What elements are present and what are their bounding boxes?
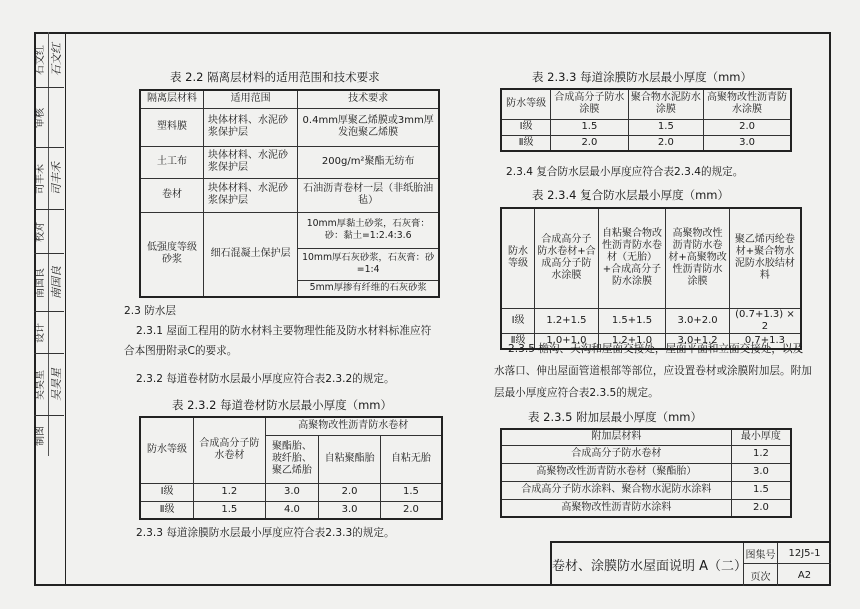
table-cell: 低强度等级砂浆 (140, 212, 204, 297)
table-header-cell: 技术要求 (298, 90, 439, 108)
paragraph: 合本图册附录C的要求。 (124, 345, 238, 357)
table-2-2 (139, 89, 440, 298)
table-cell: 200g/m²聚酯无纺布 (298, 146, 439, 178)
page-number: A2 (797, 569, 812, 581)
table-cell: 0.7+1.3 (729, 333, 801, 349)
table-cell: Ⅰ级 (501, 119, 551, 135)
table-cell: 1.2+1.5 (535, 308, 599, 333)
handwritten-signature (49, 210, 64, 253)
table-cell: 3.0 (265, 483, 319, 501)
table-cell: 合成高分子防水涂料、聚合物水泥防水涂料 (501, 481, 731, 499)
table-2-3-2-title: 表 2.3.2 每道卷材防水层最小厚度（mm） (172, 398, 392, 412)
table-header-cell: 防水等级 (501, 89, 551, 119)
table-cell: 3.0+2.0 (666, 308, 730, 333)
table-header-cell: 合成高分子防水卷材+合成高分子防水涂膜 (535, 208, 599, 308)
sign-cell (34, 254, 64, 312)
handwritten-signature: 吴昊星 (50, 368, 63, 401)
sign-cell (34, 416, 64, 456)
table-2-2-title: 表 2.2 隔离层材料的适用范围和技术要求 (170, 70, 380, 84)
paragraph: 2.3.5 檐沟、天沟和屋面交接处，屋面平面和立面交接处，以及 (508, 343, 804, 355)
table-cell: 3.0 (704, 135, 791, 151)
sign-cell (34, 210, 64, 254)
table-cell: 5mm厚掺有纤维的石灰砂浆 (298, 280, 439, 297)
table-cell: 卷材 (140, 178, 204, 212)
table-cell: 2.0 (628, 135, 703, 151)
drawing-title: 卷材、涂膜防水屋面说明 A（二） (552, 543, 744, 586)
handwritten-signature (49, 416, 64, 456)
paragraph: 2.3.3 每道涂膜防水层最小厚度应符合表2.3.3的规定。 (136, 527, 395, 539)
table-cell: 石油沥青卷材一层（非纸胎油毡） (298, 178, 439, 212)
handwritten-signature (49, 88, 64, 147)
table-header-cell: 最小厚度 (731, 429, 791, 445)
sign-label: 校对 (34, 210, 49, 253)
table-2-3-5 (500, 428, 792, 518)
table-2-3-5-title: 表 2.3.5 附加层最小厚度（mm） (528, 410, 702, 424)
paragraph: 2.3.2 每道卷材防水层最小厚度应符合表2.3.2的规定。 (136, 373, 395, 385)
table-cell: 合成高分子防水卷材 (501, 445, 731, 463)
table-cell: 10mm厚黏土砂浆，石灰膏：砂：黏土=1:2.4:3.6 (298, 212, 439, 248)
table-header-cell: 高聚物改性沥青防水卷材 (265, 417, 442, 435)
table-cell: 3.0 (731, 463, 791, 481)
table-cell: 1.0+1.0 (535, 333, 599, 349)
atlas-number: 12J5-1 (778, 543, 831, 564)
table-header-cell: 防水等级 (140, 417, 194, 483)
table-cell: 高聚物改性沥青防水卷材（聚酯胎） (501, 463, 731, 481)
table-cell: Ⅱ级 (140, 501, 194, 519)
table-cell: 高聚物改性沥青防水涂料 (501, 499, 731, 517)
table-header-cell: 防水等级 (501, 208, 535, 308)
sign-label: 制图 (34, 416, 49, 456)
handwritten-signature (49, 312, 64, 353)
table-cell: 2.0 (380, 501, 442, 519)
table-cell: 10mm厚石灰砂浆，石灰膏：砂=1:4 (298, 248, 439, 280)
table-cell: 1.5+1.5 (598, 308, 666, 333)
sign-cell (34, 148, 64, 210)
sign-cell (34, 32, 64, 88)
table-header-cell: 自粘无胎 (380, 435, 442, 483)
table-cell: 0.4mm厚聚乙烯膜或3mm厚发泡聚乙烯膜 (298, 108, 439, 146)
paragraph: 2.3.1 屋面工程用的防水材料主要物理性能及防水材料标准应符 (136, 325, 432, 337)
table-cell: 1.5 (731, 481, 791, 499)
table-cell: 1.5 (628, 119, 703, 135)
table-2-3-2 (139, 416, 443, 520)
sign-label: 设计 (34, 312, 49, 353)
table-header-cell: 合成高分子防水涂膜 (551, 89, 628, 119)
table-header-cell: 合成高分子防水卷材 (194, 417, 265, 483)
title-block (550, 541, 831, 586)
table-header-cell: 附加层材料 (501, 429, 731, 445)
table-header-cell: 聚酯胎、玻纤胎、聚乙烯胎 (265, 435, 319, 483)
table-header-cell: 隔离层材料 (140, 90, 204, 108)
table-cell: 1.5 (551, 119, 628, 135)
paragraph: 2.3.4 复合防水层最小厚度应符合表2.3.4的规定。 (506, 166, 744, 178)
table-cell: 1.2 (731, 445, 791, 463)
table-header-cell: 高聚物改性沥青防水涂膜 (704, 89, 791, 119)
sign-label: 司丰禾 (34, 148, 49, 209)
sign-cell (34, 354, 64, 416)
handwritten-signature: 石文红 (50, 43, 63, 76)
table-cell: 土工布 (140, 146, 204, 178)
table-cell: 块体材料、水泥砂浆保护层 (204, 178, 298, 212)
table-cell: 2.0 (319, 483, 381, 501)
sign-label: 石文红 (34, 32, 49, 87)
table-cell: 细石混凝土保护层 (204, 212, 298, 297)
handwritten-signature: 司丰禾 (50, 162, 63, 195)
table-cell: 2.0 (731, 499, 791, 517)
table-header-cell: 自粘聚合物改性沥青防水卷材（无胎）+合成高分子防水涂膜 (598, 208, 666, 308)
table-2-3-3 (500, 88, 792, 152)
table-cell: (0.7+1.3) × 2 (729, 308, 801, 333)
paragraph: 层最小厚度应符合表2.3.5的规定。 (494, 387, 659, 399)
table-cell: 1.2 (194, 483, 265, 501)
table-header-cell: 聚合物水泥防水涂膜 (628, 89, 703, 119)
sign-label: 审核 (34, 88, 49, 147)
table-header-cell: 高聚物改性沥青防水卷材+高聚物改性沥青防水涂膜 (666, 208, 730, 308)
table-cell: 2.0 (551, 135, 628, 151)
signature-strip (34, 32, 66, 586)
table-cell: 块体材料、水泥砂浆保护层 (204, 146, 298, 178)
table-cell: 1.5 (194, 501, 265, 519)
table-cell: 4.0 (265, 501, 319, 519)
table-cell: 1.5 (380, 483, 442, 501)
table-header-cell: 自粘聚酯胎 (319, 435, 381, 483)
table-2-3-4 (500, 207, 802, 350)
table-header-cell: 聚乙烯丙纶卷材+聚合物水泥防水胶结材料 (729, 208, 801, 308)
table-cell: 塑料膜 (140, 108, 204, 146)
sign-cell (34, 88, 64, 148)
table-cell: 3.0 (319, 501, 381, 519)
table-cell: 2.0 (704, 119, 791, 135)
paragraph: 水落口、伸出屋面管道根部等部位，应设置卷材或涂膜附加层。附加 (494, 365, 812, 377)
table-cell: 块体材料、水泥砂浆保护层 (204, 108, 298, 146)
table-2-3-4-title: 表 2.3.4 复合防水层最小厚度（mm） (532, 188, 729, 202)
table-cell: 1.2+1.0 (598, 333, 666, 349)
page-label: 页次 (744, 564, 778, 586)
table-cell: Ⅰ级 (140, 483, 194, 501)
table-cell: Ⅱ级 (501, 135, 551, 151)
sign-label: 吴昊星 (34, 354, 49, 415)
table-header-cell: 适用范围 (204, 90, 298, 108)
table-cell: Ⅰ级 (501, 308, 535, 333)
table-cell: Ⅱ级 (501, 333, 535, 349)
handwritten-signature: 南国良 (50, 266, 63, 299)
table-cell: 3.0+1.2 (666, 333, 730, 349)
section-heading: 2.3 防水层 (124, 305, 176, 317)
atlas-label: 图集号 (744, 543, 778, 564)
sign-cell (34, 312, 64, 354)
sign-label: 南国良 (34, 254, 49, 311)
table-2-3-3-title: 表 2.3.3 每道涂膜防水层最小厚度（mm） (532, 70, 752, 84)
